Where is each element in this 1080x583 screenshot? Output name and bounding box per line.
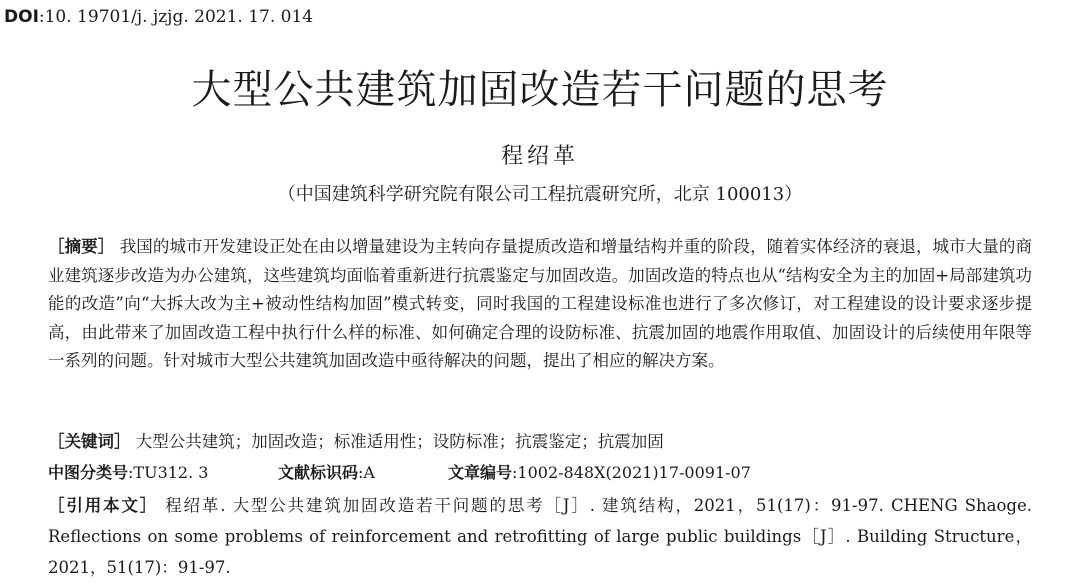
- doc-code-item: [278, 459, 448, 487]
- doi-value: :10. 19701/j. jzjg. 2021. 17. 014: [38, 7, 314, 27]
- article-number-label: 文章编号: [448, 463, 513, 482]
- doc-code-label: 文献标识码: [278, 463, 359, 482]
- abstract-text: 我国的城市开发建设正处在由以增量建设为主转向存量提质改造和增量结构并重的阶段，随着实体经济的衰退，城市大量的商业建筑逐步改造为办公建筑，这些建筑均面临着重新进行抗震鉴定与加固改造。加固改造的特点也从“结构安全为主的加固+局部建筑功能的改造”向“大拆大改为主+被动性结构加固”模式转变，同时我国的工程建设标准也进行了多次修订，对工程建设的设计要求逐步提高，由此带来了加固改造工程中执行什么样的标准、如何确定合理的设防标准、抗震加固的地震作用取值、加固设计的后续使用年限等一系列的问题。针对城市大型公共建筑加固改造中亟待解决的问题，提出了相应的解决方案。: [48, 237, 1032, 371]
- article-number-item: [448, 459, 751, 487]
- article-title: 大型公共建筑加固改造若干问题的思考: [191, 67, 889, 113]
- doi-line: [4, 6, 313, 28]
- keywords-text: 大型公共建筑；加固改造；标准适用性；设防标准；抗震鉴定；抗震加固: [130, 432, 664, 451]
- clc-value: :TU312. 3: [128, 463, 209, 482]
- author-name: 程绍革: [500, 144, 579, 169]
- author-affiliation: （中国建筑科学研究院有限公司工程抗震研究所，北京 100013）: [277, 184, 803, 205]
- abstract-paragraph: [48, 233, 1032, 376]
- classification-line: [48, 459, 1032, 487]
- citation-text: 程绍革. 大型公共建筑加固改造若干问题的思考［J］. 建筑结构，2021，51(17)：91-97. CHENG Shaoge. Reflections on some problems of reinforcement and retrofitting of large public buildings［J］. Building Structure，2021，51(17)：91-97.: [48, 496, 1033, 577]
- doc-code-value: :A: [358, 463, 375, 482]
- clc-label: 中图分类号: [48, 463, 129, 482]
- keywords-line: [48, 428, 1032, 456]
- doi-label: DOI: [4, 7, 39, 27]
- citation-label: ［引用本文］: [48, 496, 159, 515]
- clc-item: [48, 459, 278, 487]
- article-number-value: :1002-848X(2021)17-0091-07: [512, 463, 751, 482]
- citation-paragraph: [48, 490, 1032, 583]
- keywords-label: ［关键词］: [48, 432, 131, 451]
- abstract-label: ［摘要］: [48, 237, 115, 256]
